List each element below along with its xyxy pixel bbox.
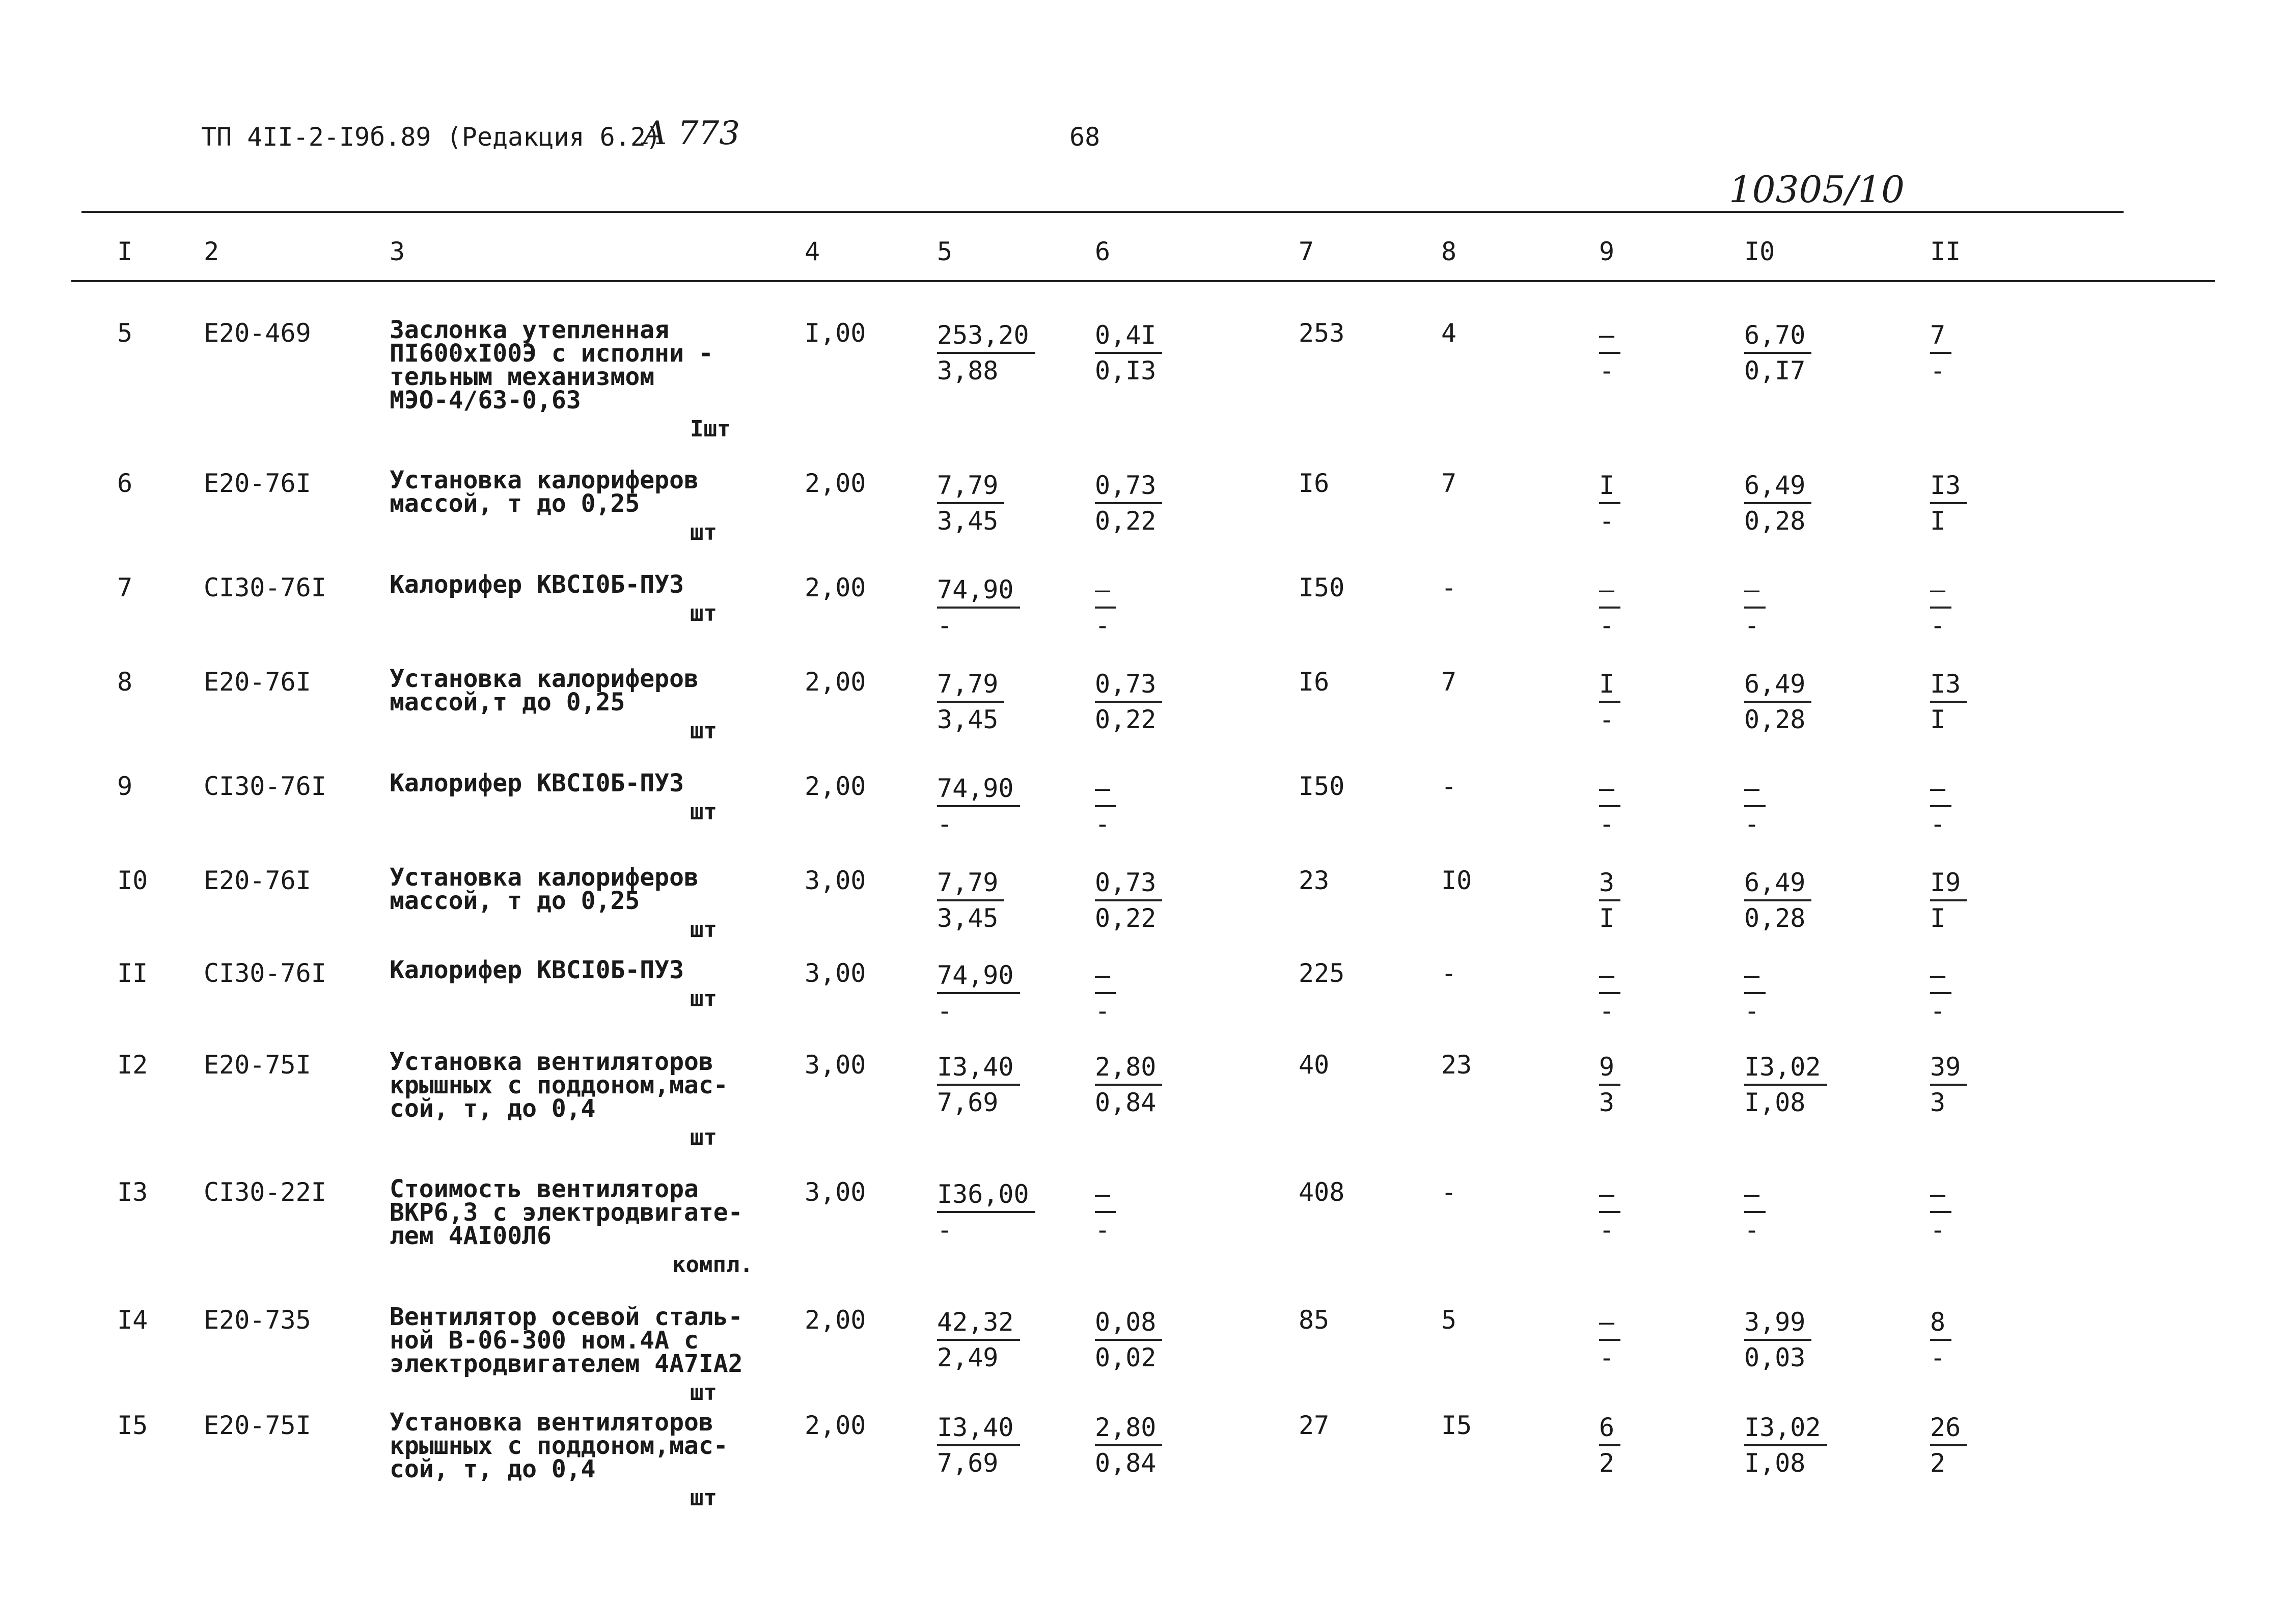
row-number: 6 <box>117 469 133 498</box>
labor-cost-top: – <box>1095 573 1116 609</box>
labor-hours <box>1744 866 1811 935</box>
machine-cost <box>1599 772 1620 841</box>
column-header: I <box>117 237 133 266</box>
row-number: I5 <box>117 1411 148 1440</box>
header-rule <box>71 280 2215 282</box>
labor-cost <box>1095 469 1162 538</box>
labor-cost-top: 0,4I <box>1095 318 1162 354</box>
unit-of-measure: шт <box>690 1485 717 1511</box>
unit-cost <box>937 318 1035 388</box>
labor-hours-top: – <box>1744 772 1766 807</box>
labor-hours-bottom: - <box>1744 1215 1760 1245</box>
labor-hours-bottom: 0,28 <box>1744 705 1806 734</box>
column-header: 8 <box>1441 237 1457 266</box>
labor-total-bottom: 2 <box>1930 1448 1946 1478</box>
norm-code: Е20-76I <box>204 469 311 498</box>
total-cost: 408 <box>1299 1177 1345 1207</box>
machine-cost-bottom: - <box>1599 809 1615 839</box>
quantity: 3,00 <box>805 958 866 988</box>
labor-cost-bottom: 0,02 <box>1095 1343 1157 1372</box>
wage-total: I0 <box>1441 866 1472 895</box>
labor-total <box>1930 958 1951 1028</box>
labor-hours-top: – <box>1744 958 1766 994</box>
norm-code: Е20-735 <box>204 1305 311 1335</box>
labor-hours <box>1744 469 1811 538</box>
row-number: I2 <box>117 1050 148 1080</box>
machine-cost-bottom: - <box>1599 611 1615 640</box>
labor-total-top: I3 <box>1930 667 1967 703</box>
item-description: Установка вентиляторов крышных с поддоном,мас- сой, т, до 0,4 <box>390 1408 728 1483</box>
labor-total <box>1930 1177 1951 1247</box>
total-cost: 40 <box>1299 1050 1330 1080</box>
machine-cost-bottom: - <box>1599 1343 1615 1372</box>
item-description: Установка калориферов массой, т до 0,25 <box>390 466 699 518</box>
machine-cost <box>1599 573 1620 642</box>
quantity: 2,00 <box>805 772 866 801</box>
row-number: 8 <box>117 667 133 697</box>
item-description: Установка вентиляторов крышных с поддоном,мас- сой, т, до 0,4 <box>390 1048 728 1123</box>
machine-cost-bottom: - <box>1599 1215 1615 1245</box>
labor-hours-bottom: 0,03 <box>1744 1343 1806 1372</box>
unit-of-measure: Iшт <box>690 416 731 442</box>
unit-cost-top: 74,90 <box>937 573 1020 609</box>
machine-cost-bottom: - <box>1599 356 1615 386</box>
unit-cost-top: I3,40 <box>937 1411 1020 1446</box>
wage-total: I5 <box>1441 1411 1472 1440</box>
machine-cost-bottom: - <box>1599 705 1615 734</box>
labor-total <box>1930 772 1951 841</box>
labor-hours <box>1744 958 1766 1028</box>
labor-cost-top: 2,80 <box>1095 1411 1162 1446</box>
column-header: 5 <box>937 237 953 266</box>
labor-total <box>1930 573 1951 642</box>
wage-total: 5 <box>1441 1305 1457 1335</box>
labor-total <box>1930 667 1967 736</box>
labor-total-top: 26 <box>1930 1411 1967 1446</box>
unit-of-measure: шт <box>690 1380 717 1406</box>
total-cost: I6 <box>1299 667 1330 697</box>
column-header: 6 <box>1095 237 1111 266</box>
wage-total: - <box>1441 772 1457 801</box>
machine-cost-top: I <box>1599 667 1620 703</box>
machine-cost-bottom: 2 <box>1599 1448 1615 1478</box>
labor-hours-bottom: - <box>1744 809 1760 839</box>
labor-cost-bottom: 0,22 <box>1095 506 1157 536</box>
labor-cost-bottom: 0,84 <box>1095 1448 1157 1478</box>
machine-cost-bottom: - <box>1599 996 1615 1026</box>
machine-cost-top: – <box>1599 772 1620 807</box>
row-number: 9 <box>117 772 133 801</box>
handwritten-code: 10305/10 <box>1729 168 1905 211</box>
labor-total-bottom: - <box>1930 809 1946 839</box>
unit-of-measure: шт <box>690 600 717 626</box>
labor-hours-top: 6,49 <box>1744 866 1811 901</box>
unit-cost <box>937 469 1004 538</box>
unit-of-measure: шт <box>690 519 717 545</box>
unit-cost <box>937 1177 1035 1247</box>
machine-cost <box>1599 1305 1620 1374</box>
labor-cost-bottom: - <box>1095 1215 1111 1245</box>
labor-total-top: 8 <box>1930 1305 1951 1341</box>
labor-total-bottom: I <box>1930 506 1946 536</box>
unit-cost <box>937 667 1004 736</box>
wage-total: - <box>1441 1177 1457 1207</box>
wage-total: - <box>1441 958 1457 988</box>
machine-cost-top: I <box>1599 469 1620 504</box>
quantity: I,00 <box>805 318 866 348</box>
labor-cost-top: – <box>1095 958 1116 994</box>
unit-of-measure: шт <box>690 718 717 744</box>
unit-of-measure: шт <box>690 1124 717 1150</box>
item-description: Установка калориферов массой,т до 0,25 <box>390 665 699 717</box>
unit-cost-top: I3,40 <box>937 1050 1020 1086</box>
unit-cost-bottom: - <box>937 611 953 640</box>
labor-hours <box>1744 573 1766 642</box>
norm-code: Е20-75I <box>204 1050 311 1080</box>
labor-total-top: 39 <box>1930 1050 1967 1086</box>
norm-code: СI30-76I <box>204 772 326 801</box>
unit-cost-top: 7,79 <box>937 667 1004 703</box>
labor-hours <box>1744 1305 1811 1374</box>
total-cost: 253 <box>1299 318 1345 348</box>
quantity: 2,00 <box>805 1411 866 1440</box>
labor-total-top: – <box>1930 772 1951 807</box>
machine-cost <box>1599 469 1620 538</box>
machine-cost-top: 9 <box>1599 1050 1620 1086</box>
machine-cost-top: 3 <box>1599 866 1620 901</box>
item-description: Калорифер КВСI0Б-ПУЗ <box>390 769 684 797</box>
labor-hours <box>1744 667 1811 736</box>
unit-cost-bottom: 3,88 <box>937 356 999 386</box>
labor-total-top: I3 <box>1930 469 1967 504</box>
unit-cost-top: 74,90 <box>937 958 1020 994</box>
column-header: 9 <box>1599 237 1615 266</box>
labor-cost-bottom: - <box>1095 611 1111 640</box>
labor-cost-bottom: 0,84 <box>1095 1088 1157 1117</box>
labor-total <box>1930 1411 1967 1480</box>
wage-total: 7 <box>1441 469 1457 498</box>
total-cost: I50 <box>1299 772 1345 801</box>
labor-hours <box>1744 1411 1827 1480</box>
labor-total-top: – <box>1930 1177 1951 1213</box>
total-cost: 225 <box>1299 958 1345 988</box>
labor-hours-top: I3,02 <box>1744 1050 1827 1086</box>
wage-total: 23 <box>1441 1050 1472 1080</box>
unit-cost-bottom: - <box>937 1215 953 1245</box>
machine-cost-top: – <box>1599 1177 1620 1213</box>
labor-cost-top: 0,73 <box>1095 469 1162 504</box>
labor-cost-top: 0,08 <box>1095 1305 1162 1341</box>
wage-total: 4 <box>1441 318 1457 348</box>
norm-code: Е20-76I <box>204 866 311 895</box>
item-description: Установка калориферов массой, т до 0,25 <box>390 863 699 915</box>
unit-cost <box>937 958 1020 1028</box>
row-number: II <box>117 958 148 988</box>
machine-cost <box>1599 866 1620 935</box>
document-title: ТП 4II-2-I9б.89 (Редакция 6.2) <box>201 122 662 152</box>
labor-cost-top: 0,73 <box>1095 866 1162 901</box>
machine-cost-top: – <box>1599 573 1620 609</box>
labor-cost-bottom: 0,I3 <box>1095 356 1157 386</box>
row-number: 7 <box>117 573 133 602</box>
unit-cost-bottom: - <box>937 809 953 839</box>
unit-cost <box>937 1305 1020 1374</box>
labor-total-bottom: - <box>1930 1343 1946 1372</box>
labor-total <box>1930 866 1967 935</box>
machine-cost <box>1599 1411 1620 1480</box>
norm-code: Е20-75I <box>204 1411 311 1440</box>
labor-total-top: I9 <box>1930 866 1967 901</box>
machine-cost-top: – <box>1599 318 1620 354</box>
labor-hours <box>1744 772 1766 841</box>
labor-total <box>1930 469 1967 538</box>
quantity: 3,00 <box>805 1050 866 1080</box>
labor-total-top: – <box>1930 573 1951 609</box>
total-cost: I50 <box>1299 573 1345 602</box>
quantity: 2,00 <box>805 667 866 697</box>
quantity: 2,00 <box>805 1305 866 1335</box>
page-number: 68 <box>1069 122 1100 152</box>
column-header: 7 <box>1299 237 1314 266</box>
unit-cost-top: I36,00 <box>937 1177 1035 1213</box>
quantity: 2,00 <box>805 469 866 498</box>
column-header: II <box>1930 237 1961 266</box>
total-cost: 27 <box>1299 1411 1330 1440</box>
unit-cost-bottom: 7,69 <box>937 1088 999 1117</box>
labor-total <box>1930 1050 1967 1119</box>
unit-cost <box>937 573 1020 642</box>
labor-hours <box>1744 1177 1766 1247</box>
machine-cost <box>1599 1177 1620 1247</box>
wage-total: 7 <box>1441 667 1457 697</box>
machine-cost-top: – <box>1599 1305 1620 1341</box>
labor-total-bottom: 3 <box>1930 1088 1946 1117</box>
unit-cost-top: 74,90 <box>937 772 1020 807</box>
unit-cost-top: 7,79 <box>937 866 1004 901</box>
labor-cost <box>1095 1305 1162 1374</box>
labor-hours-bottom: 0,I7 <box>1744 356 1806 386</box>
labor-cost <box>1095 667 1162 736</box>
unit-cost-bottom: 3,45 <box>937 705 999 734</box>
item-description: Заслонка утепленная ПI600хI00Э с исполни - тельным механизмом МЭО-4/63-0,63 <box>390 316 713 415</box>
labor-hours-top: 6,70 <box>1744 318 1811 354</box>
unit-cost <box>937 1411 1020 1480</box>
labor-hours <box>1744 318 1811 388</box>
labor-cost-top: – <box>1095 1177 1116 1213</box>
row-number: I3 <box>117 1177 148 1207</box>
unit-of-measure: шт <box>690 986 717 1012</box>
column-header: 3 <box>390 237 405 266</box>
machine-cost-bottom: - <box>1599 506 1615 536</box>
row-number: 5 <box>117 318 133 348</box>
quantity: 2,00 <box>805 573 866 602</box>
unit-cost-bottom: - <box>937 996 953 1026</box>
quantity: 3,00 <box>805 1177 866 1207</box>
wage-total: - <box>1441 573 1457 602</box>
labor-cost <box>1095 1050 1162 1119</box>
labor-total-top: – <box>1930 958 1951 994</box>
labor-total-bottom: - <box>1930 1215 1946 1245</box>
labor-cost-bottom: 0,22 <box>1095 903 1157 933</box>
machine-cost-bottom: I <box>1599 903 1615 933</box>
item-description: Вентилятор осевой сталь- ной В-06-300 ном.4А с электродвигателем 4А7IА2 <box>390 1303 743 1378</box>
machine-cost-top: 6 <box>1599 1411 1620 1446</box>
handwritten-mark: А 773 <box>643 115 740 152</box>
labor-cost-bottom: 0,22 <box>1095 705 1157 734</box>
labor-cost <box>1095 318 1162 388</box>
unit-cost-top: 42,32 <box>937 1305 1020 1341</box>
labor-cost <box>1095 866 1162 935</box>
item-description: Стоимость вентилятора ВКР6,3 с электродвигате- лем 4АI00Л6 <box>390 1175 743 1250</box>
labor-total <box>1930 1305 1951 1374</box>
labor-total <box>1930 318 1951 388</box>
machine-cost <box>1599 667 1620 736</box>
unit-cost-top: 7,79 <box>937 469 1004 504</box>
labor-cost-bottom: - <box>1095 996 1111 1026</box>
unit-cost <box>937 866 1004 935</box>
labor-hours-top: 3,99 <box>1744 1305 1811 1341</box>
labor-cost <box>1095 958 1116 1028</box>
unit-cost-top: 253,20 <box>937 318 1035 354</box>
labor-hours-bottom: I,08 <box>1744 1088 1806 1117</box>
labor-hours-bottom: - <box>1744 996 1760 1026</box>
norm-code: СI30-76I <box>204 958 326 988</box>
labor-cost-top: 0,73 <box>1095 667 1162 703</box>
unit-of-measure: шт <box>690 917 717 943</box>
labor-cost <box>1095 573 1116 642</box>
unit-cost-bottom: 7,69 <box>937 1448 999 1478</box>
labor-hours-top: 6,49 <box>1744 469 1811 504</box>
machine-cost-bottom: 3 <box>1599 1088 1615 1117</box>
total-cost: 23 <box>1299 866 1330 895</box>
unit-of-measure: шт <box>690 799 717 825</box>
labor-hours-top: – <box>1744 573 1766 609</box>
quantity: 3,00 <box>805 866 866 895</box>
row-number: I0 <box>117 866 148 895</box>
norm-code: СI30-22I <box>204 1177 326 1207</box>
labor-hours-top: I3,02 <box>1744 1411 1827 1446</box>
total-cost: 85 <box>1299 1305 1330 1335</box>
labor-hours-bottom: - <box>1744 611 1760 640</box>
machine-cost <box>1599 318 1620 388</box>
unit-of-measure: компл. <box>672 1252 753 1278</box>
labor-hours-top: 6,49 <box>1744 667 1811 703</box>
labor-cost-top: 2,80 <box>1095 1050 1162 1086</box>
labor-total-top: 7 <box>1930 318 1951 354</box>
labor-cost <box>1095 1411 1162 1480</box>
column-header: 2 <box>204 237 219 266</box>
unit-cost <box>937 1050 1020 1119</box>
column-header: 4 <box>805 237 820 266</box>
norm-code: Е20-76I <box>204 667 311 697</box>
row-number: I4 <box>117 1305 148 1335</box>
item-description: Калорифер КВСI0Б-ПУЗ <box>390 570 684 599</box>
labor-total-bottom: I <box>1930 903 1946 933</box>
labor-total-bottom: - <box>1930 996 1946 1026</box>
labor-total-bottom: - <box>1930 356 1946 386</box>
labor-cost-top: – <box>1095 772 1116 807</box>
norm-code: Е20-469 <box>204 318 311 348</box>
labor-hours-bottom: 0,28 <box>1744 506 1806 536</box>
column-header: I0 <box>1744 237 1775 266</box>
unit-cost-bottom: 2,49 <box>937 1343 999 1372</box>
labor-hours-bottom: I,08 <box>1744 1448 1806 1478</box>
norm-code: СI30-76I <box>204 573 326 602</box>
labor-cost-bottom: - <box>1095 809 1111 839</box>
unit-cost-bottom: 3,45 <box>937 506 999 536</box>
labor-cost <box>1095 1177 1116 1247</box>
top-rule <box>81 211 2124 213</box>
labor-total-bottom: I <box>1930 705 1946 734</box>
unit-cost <box>937 772 1020 841</box>
machine-cost-top: – <box>1599 958 1620 994</box>
labor-hours-bottom: 0,28 <box>1744 903 1806 933</box>
unit-cost-bottom: 3,45 <box>937 903 999 933</box>
item-description: Калорифер КВСI0Б-ПУЗ <box>390 956 684 984</box>
total-cost: I6 <box>1299 469 1330 498</box>
labor-total-bottom: - <box>1930 611 1946 640</box>
labor-cost <box>1095 772 1116 841</box>
labor-hours <box>1744 1050 1827 1119</box>
machine-cost <box>1599 958 1620 1028</box>
machine-cost <box>1599 1050 1620 1119</box>
labor-hours-top: – <box>1744 1177 1766 1213</box>
